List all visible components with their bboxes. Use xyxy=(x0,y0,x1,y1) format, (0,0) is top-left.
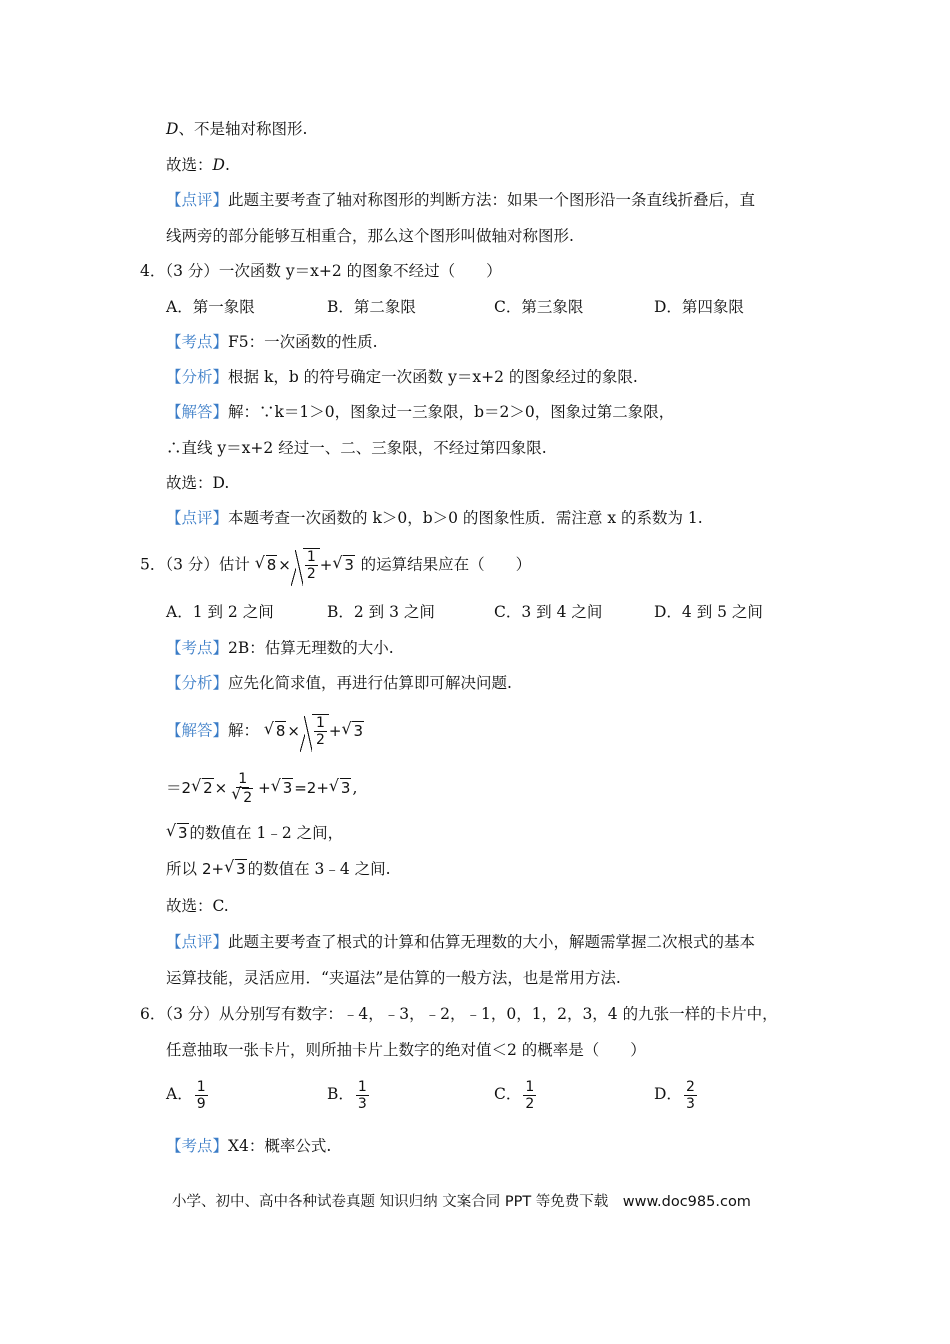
q5-option-b: B．2 到 3 之间 xyxy=(327,603,435,621)
q4-jieda-cont: ∴直线 y＝x+2 经过一、二、三象限，不经过第四象限. xyxy=(166,439,547,457)
q6-stem: 6．（3 分）从分别写有数字：﹣4，﹣3，﹣2，﹣1，0，1，2，3，4 的九张一样的卡片中， xyxy=(140,1005,778,1023)
q3-comment-cont: 线两旁的部分能够互相重合，那么这个图形叫做轴对称图形. xyxy=(166,227,574,245)
q5-jieda-line3: √ 3 的数值在 1﹣2 之间， xyxy=(166,822,343,844)
q6-option-b: B． $\frac{1}{3}$ xyxy=(327,1078,367,1112)
q5-option-a: A．1 到 2 之间 xyxy=(166,603,274,621)
q4-jieda: 【解答】解：∵k＝1＞0，图象过一三象限，b＝2＞0，图象过第二象限， xyxy=(166,403,675,421)
q6-option-a: A． $\frac{1}{9}$ xyxy=(166,1078,206,1112)
q3-comment: 【点评】此题主要考查了轴对称图形的判断方法：如果一个图形沿一条直线折叠后，直 xyxy=(166,191,756,209)
q5-kaodian: 【考点】2B：估算无理数的大小. xyxy=(166,639,394,657)
page-footer: 小学、初中、高中各种试卷真题 知识归纳 文案合同 PPT 等免费下载 www.doc985.com xyxy=(172,1194,751,1210)
q5-jieda-line2: ＝2√ 2 × 1 √ 2 +√ 3 =2+√ 3 , xyxy=(166,770,357,807)
q4-fenxi: 【分析】根据 k，b 的符号确定一次函数 y＝x+2 的图象经过的象限. xyxy=(166,368,638,386)
q5-dianping-cont: 运算技能，灵活应用．“夹逼法”是估算的一般方法，也是常用方法. xyxy=(166,969,621,987)
q4-option-b: B．第二象限 xyxy=(327,298,416,316)
sqrt-3: √ 3 xyxy=(332,551,355,579)
q5-option-d: D．4 到 5 之间 xyxy=(654,603,763,621)
q5-dianping: 【点评】此题主要考查了根式的计算和估算无理数的大小，解题需掌握二次根式的基本 xyxy=(166,933,756,951)
q4-option-d: D．第四象限 xyxy=(654,298,744,316)
q5-answer: 故选：C. xyxy=(166,897,229,915)
q4-option-a: A．第一象限 xyxy=(166,298,255,316)
q5-jieda-line4: 所以 2+√ 3 的数值在 3﹣4 之间. xyxy=(166,858,391,880)
q6-option-d: D． $\frac{2}{3}$ xyxy=(654,1078,695,1112)
q5-option-c: C．3 到 4 之间 xyxy=(494,603,603,621)
sqrt-half: $\frac{1}{2}$ xyxy=(291,548,320,582)
q4-stem: 4．（3 分）一次函数 y＝x+2 的图象不经过（ ） xyxy=(140,262,502,280)
comment-tag: 【点评】 xyxy=(166,191,229,209)
q3-option-d-explanation: D、不是轴对称图形. xyxy=(166,120,308,138)
q4-option-c: C．第三象限 xyxy=(494,298,584,316)
q6-kaodian: 【考点】X4：概率公式. xyxy=(166,1137,332,1155)
q5-stem: 5．（3 分）估计 √ 8 × $\frac{1}{2}$ +√ 3 的运算结果应在（ ） xyxy=(140,548,531,582)
sqrt-8: √ 8 xyxy=(255,551,278,579)
q4-answer: 故选：D. xyxy=(166,474,230,492)
q5-jieda: 【解答】解： √ 8 × $\frac{1}{2}$ +√ 3 xyxy=(166,714,365,748)
q4-kaodian: 【考点】F5：一次函数的性质. xyxy=(166,333,378,351)
q6-option-c: C． $\frac{1}{2}$ xyxy=(494,1078,535,1112)
q5-fenxi: 【分析】应先化简求值，再进行估算即可解决问题. xyxy=(166,674,512,692)
q3-answer: 故选：D. xyxy=(166,156,230,174)
q4-dianping: 【点评】本题考查一次函数的 k＞0，b＞0 的图象性质．需注意 x 的系数为 1. xyxy=(166,509,703,527)
q6-stem-cont: 任意抽取一张卡片，则所抽卡片上数字的绝对值＜2 的概率是（ ） xyxy=(166,1041,646,1059)
